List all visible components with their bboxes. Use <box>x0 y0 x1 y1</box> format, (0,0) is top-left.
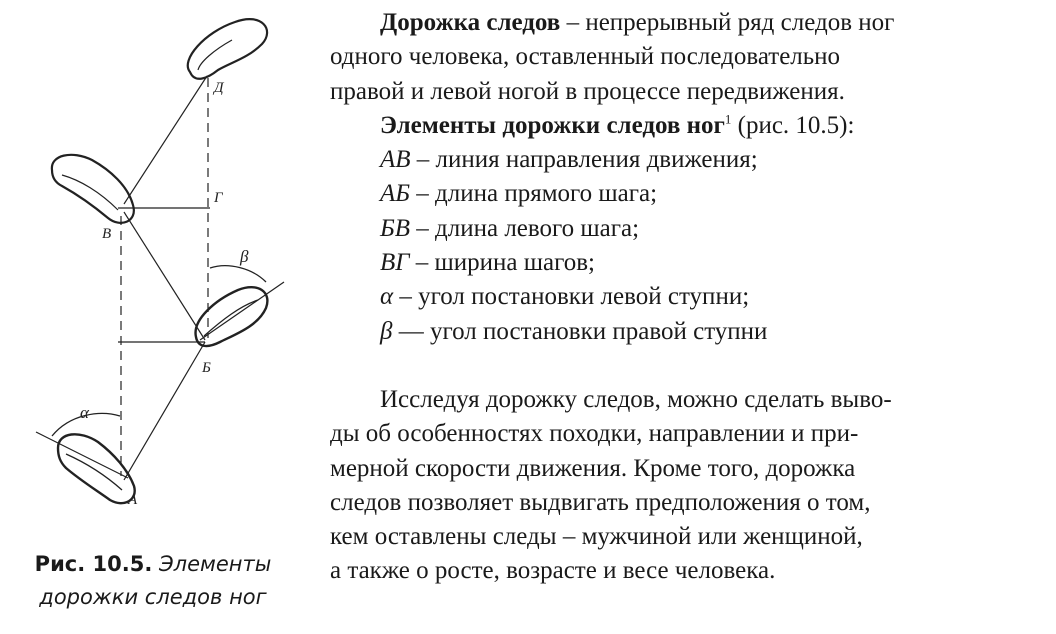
list-item <box>330 143 1052 177</box>
definition-line3: правой и левой ногой в процессе передвижения. <box>330 77 845 105</box>
list-item <box>330 315 1052 349</box>
definition-text-line1: непрерывный ряд следов ног <box>585 9 895 36</box>
definition-line2: одного человека, оставленный последовательно <box>330 43 841 71</box>
element-desc: – длина левого шага; <box>410 214 640 242</box>
figure-caption <box>18 548 288 614</box>
element-desc: — угол постановки правой ступни <box>392 317 768 345</box>
element-desc: – ширина шагов; <box>409 249 595 277</box>
footprint-v <box>52 155 134 223</box>
list-item <box>330 246 1052 280</box>
element-symbol: β <box>380 317 393 345</box>
caption-text-line2: дорожки следов ног <box>39 585 267 609</box>
paragraph-line4: следов позволяет выдвигать предположения о том, <box>330 488 871 516</box>
paragraph-gap <box>330 349 1052 383</box>
element-symbol: α <box>380 283 394 311</box>
beta-arc <box>210 266 266 282</box>
footnote-marker: 1 <box>724 111 732 127</box>
list-item <box>330 280 1052 314</box>
element-desc: – линия направления движения; <box>410 146 758 174</box>
label-v: В <box>102 226 112 242</box>
paragraph-line6: а также о росте, возрасте и весе человека. <box>330 557 776 585</box>
elements-header <box>330 109 1052 143</box>
footprint-a <box>58 434 135 503</box>
elements-ref: (рис. 10.5): <box>731 111 855 139</box>
line-v-b <box>124 212 205 340</box>
footprint-d <box>188 19 267 79</box>
figure-10-5 <box>0 0 300 634</box>
line-a-b <box>124 342 205 480</box>
element-desc: – угол постановки левой ступни; <box>393 283 750 311</box>
definition-dash: – <box>560 9 586 36</box>
caption-text-line1: Элементы <box>159 552 272 576</box>
definition-line1 <box>330 6 1052 40</box>
label-b: Б <box>202 360 211 376</box>
element-symbol: БВ <box>380 214 411 242</box>
elements-list <box>330 143 1052 349</box>
paragraph-line5: кем оставлены следы – мужчиной или женщиной, <box>330 523 863 551</box>
element-symbol: ВГ <box>380 249 410 277</box>
paragraph-line1: Исследуя дорожку следов, можно сделать выво- <box>380 385 892 413</box>
label-g: Г <box>214 190 223 206</box>
list-item <box>330 212 1052 246</box>
label-d: Д <box>214 80 224 96</box>
body-text <box>330 6 1052 589</box>
footprint-diagram <box>0 0 300 634</box>
element-symbol: АБ <box>380 180 411 208</box>
element-symbol: АВ <box>380 146 411 174</box>
paragraph-line3: мерной скорости движения. Кроме того, дорожка <box>330 454 856 482</box>
caption-label: Рис. 10.5. <box>34 552 153 576</box>
label-a: А <box>128 492 138 508</box>
elements-title: Элементы дорожки следов ног <box>380 111 725 139</box>
label-beta: β <box>240 247 249 266</box>
element-desc: – длина прямого шага; <box>410 180 658 208</box>
definition-term: Дорожка следов <box>380 9 561 36</box>
line-v-d <box>124 76 207 204</box>
label-alpha: α <box>80 403 89 422</box>
footprint-b <box>196 287 268 346</box>
paragraph-line2: ды об особенностях походки, направлении и при- <box>330 420 859 448</box>
list-item <box>330 177 1052 211</box>
